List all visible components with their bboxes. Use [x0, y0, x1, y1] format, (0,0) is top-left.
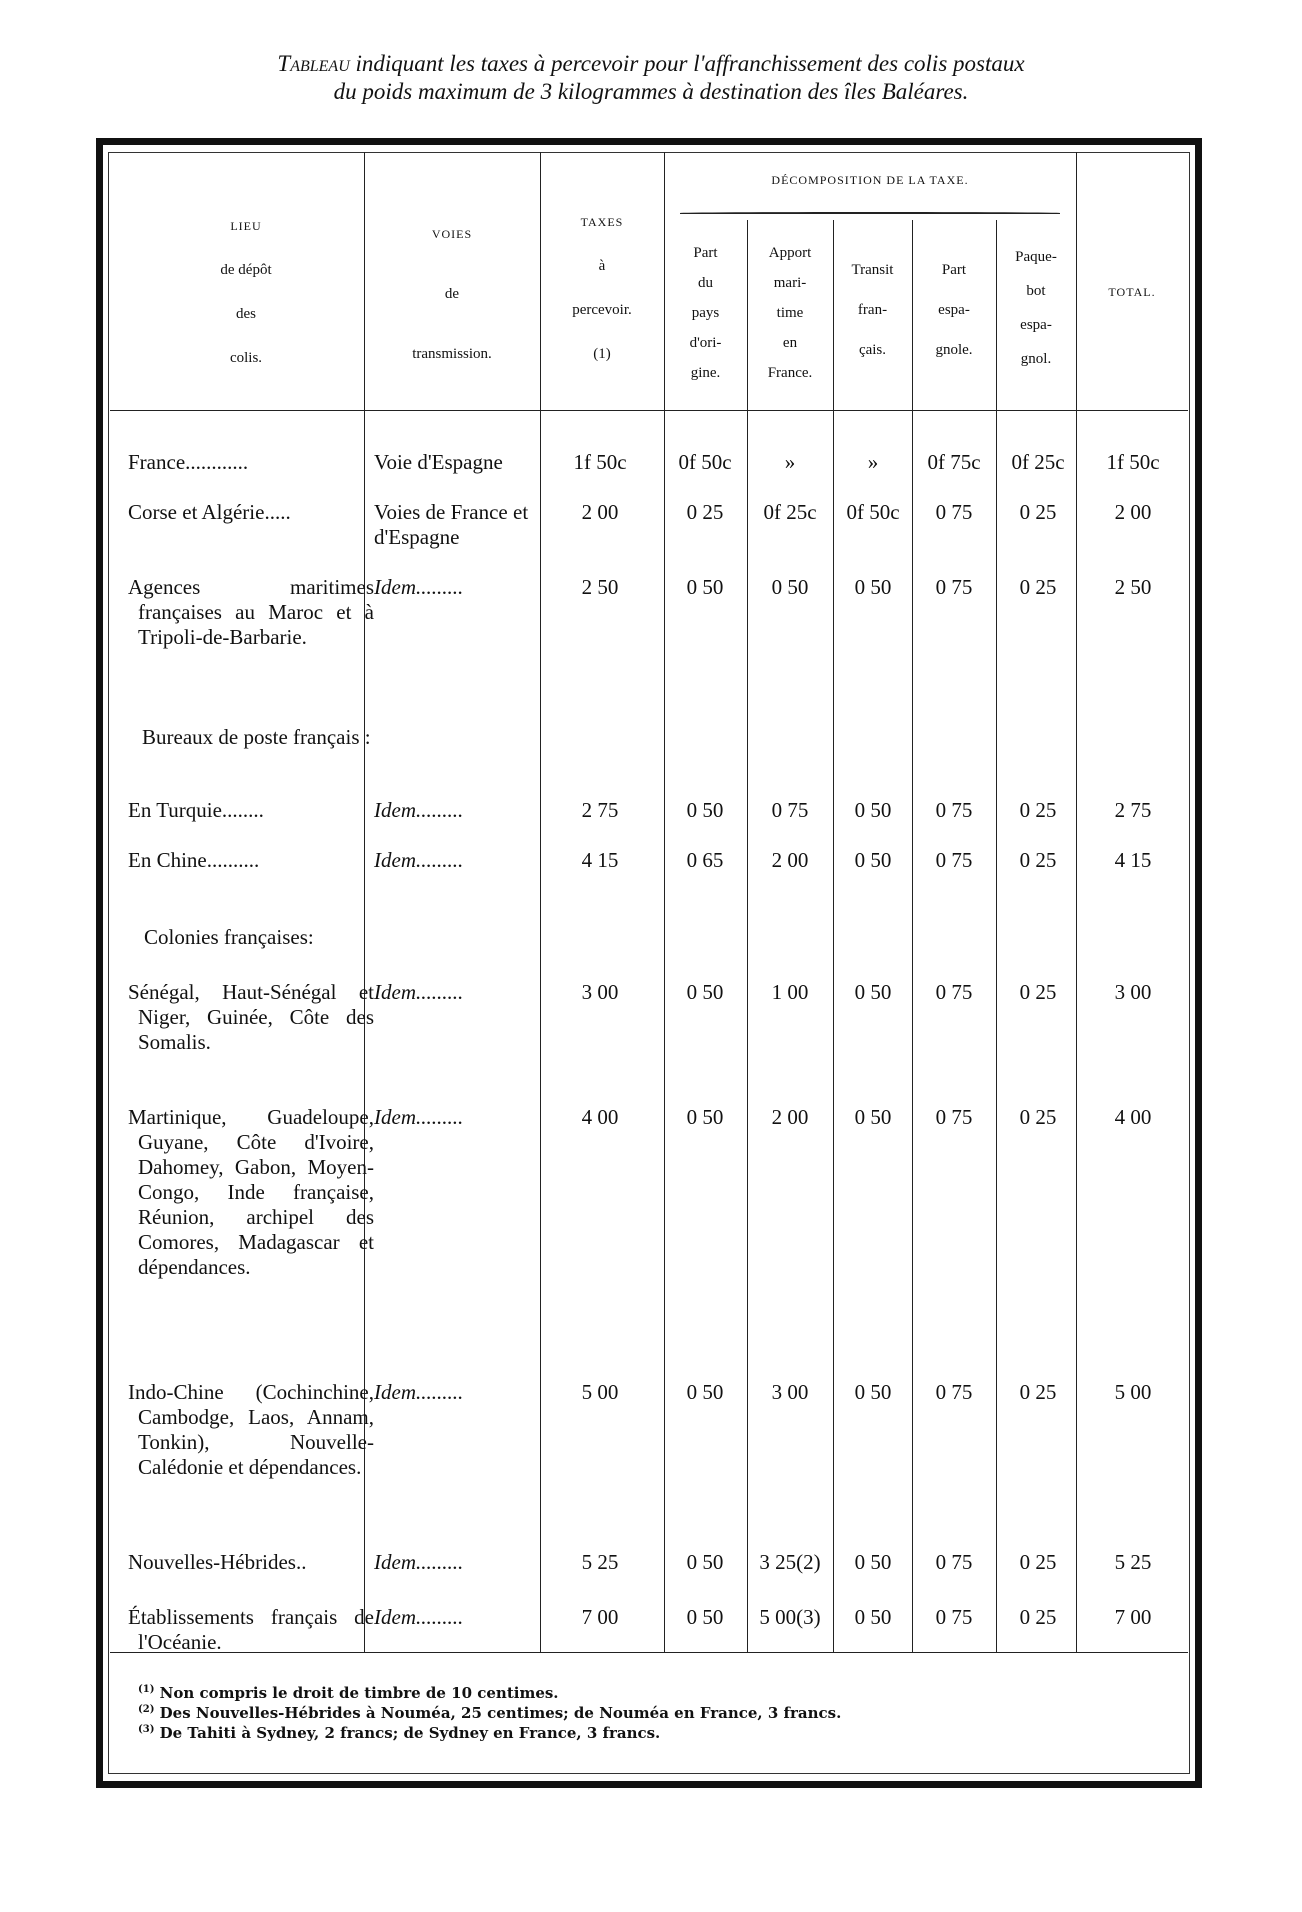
header-part-pays-line-1: Part: [693, 245, 718, 261]
header-part-esp-line-2: espa-: [938, 302, 970, 318]
title-line-1-rest: indiquant les taxes à percevoir pour l'affranchissement des colis postaux: [349, 51, 1025, 76]
row-1-apport: 0f 25c: [763, 500, 817, 524]
header-part-pays: [664, 238, 747, 388]
col-rule-2: [540, 152, 541, 1652]
row-10-transit: 0 50: [854, 1550, 892, 1574]
row-8-route: Idem.........: [374, 1105, 464, 1129]
row-10-total: 5 25: [1114, 1550, 1152, 1574]
row-1-transit: 0f 50c: [846, 500, 900, 524]
row-1-paq: 0 25: [1019, 500, 1057, 524]
row-5-apport: 2 00: [771, 848, 809, 872]
header-taxes-line-2: à: [598, 258, 606, 274]
header-taxes-line-4: (1): [593, 346, 611, 362]
row-5-pays: 0 65: [686, 848, 724, 872]
col-rule-5: [833, 220, 834, 1652]
row-7-transit: 0 50: [854, 980, 892, 1004]
row-5-route: Idem.........: [374, 848, 464, 872]
row-7-esp: 0 75: [935, 980, 973, 1004]
row-8-place: Martinique, Guadeloupe, Guyane, Côte d'Ivoire, Dahomey, Gabon, Moyen-Congo, Inde française, Réunion, archipel des Comores, Madagascar et dépendances.: [128, 1105, 374, 1279]
row-0-total: 1f 50c: [1106, 450, 1160, 474]
header-rule: [110, 410, 1188, 411]
row-11-transit: 0 50: [854, 1605, 892, 1629]
row-2-apport: 0 50: [771, 575, 809, 599]
header-paquebot-line-4: gnol.: [1020, 351, 1052, 367]
row-2-taxe: 2 50: [581, 575, 619, 599]
row-2-pays: 0 50: [686, 575, 724, 599]
row-1-total: 2 00: [1114, 500, 1152, 524]
row-2-esp: 0 75: [935, 575, 973, 599]
header-lieu-line-3: des: [236, 306, 256, 322]
header-transit: [833, 250, 912, 370]
row-6-place: Colonies françaises:: [144, 925, 314, 949]
row-7-paq: 0 25: [1019, 980, 1057, 1004]
row-10-paq: 0 25: [1019, 1550, 1057, 1574]
header-part-esp-line-3: gnole.: [935, 342, 973, 358]
header-paquebot: [996, 240, 1076, 376]
row-11-place: Établissements français de l'Océanie.: [128, 1605, 374, 1654]
col-rule-8: [1076, 152, 1077, 1652]
header-lieu-line-4: colis.: [229, 350, 263, 366]
header-lieu-line-1: LIEU: [230, 219, 262, 233]
header-apport: [747, 238, 833, 388]
row-1-esp: 0 75: [935, 500, 973, 524]
row-7-place: Sénégal, Haut-Sénégal et Niger, Guinée, Côte des Somalis.: [128, 980, 374, 1054]
row-0-esp: 0f 75c: [927, 450, 981, 474]
row-4-pays: 0 50: [686, 798, 724, 822]
row-8-esp: 0 75: [935, 1105, 973, 1129]
row-10-apport: 3 25(2): [759, 1550, 821, 1574]
row-7-pays: 0 50: [686, 980, 724, 1004]
header-part-pays-line-4: d'ori-: [689, 335, 722, 351]
row-8-paq: 0 25: [1019, 1105, 1057, 1129]
row-0-transit: »: [867, 450, 879, 474]
col-rule-6: [912, 220, 913, 1652]
row-2-route: Idem.........: [374, 575, 464, 599]
header-part-esp-line-1: Part: [941, 262, 967, 278]
row-10-route: Idem.........: [374, 1550, 464, 1574]
row-1-pays: 0 25: [686, 500, 724, 524]
row-4-total: 2 75: [1114, 798, 1152, 822]
header-lieu-line-2: de dépôt: [220, 262, 272, 278]
row-10-place: Nouvelles-Hébrides..: [128, 1550, 307, 1574]
row-9-place: Indo-Chine (Cochinchine, Cambodge, Laos, Annam, Tonkin), Nouvelle-Calédonie et dépendances.: [128, 1380, 374, 1479]
row-11-apport: 5 00(3): [759, 1605, 821, 1629]
header-part-pays-line-2: du: [698, 275, 713, 291]
header-voies-line-3: transmission.: [412, 346, 492, 362]
title-line-1: [0, 50, 1302, 78]
header-part-pays-line-5: gine.: [690, 365, 721, 381]
row-9-total: 5 00: [1114, 1380, 1152, 1404]
header-decomposition: [664, 168, 1076, 193]
header-part-pays-line-3: pays: [691, 305, 720, 321]
row-2-paq: 0 25: [1019, 575, 1057, 599]
row-0-paq: 0f 25c: [1011, 450, 1065, 474]
row-1-taxe: 2 00: [581, 500, 619, 524]
row-9-apport: 3 00: [771, 1380, 809, 1404]
row-8-transit: 0 50: [854, 1105, 892, 1129]
row-8-apport: 2 00: [771, 1105, 809, 1129]
row-8-taxe: 4 00: [581, 1105, 619, 1129]
header-paquebot-line-3: espa-: [1020, 317, 1052, 333]
footnote-3: [138, 1720, 660, 1743]
header-transit-line-2: fran-: [857, 302, 888, 318]
row-9-route: Idem.........: [374, 1380, 464, 1404]
row-4-apport: 0 75: [771, 798, 809, 822]
row-4-transit: 0 50: [854, 798, 892, 822]
header-paquebot-line-2: bot: [1026, 283, 1046, 299]
row-9-paq: 0 25: [1019, 1380, 1057, 1404]
row-5-transit: 0 50: [854, 848, 892, 872]
footnote-3-mark: (3): [138, 1724, 155, 1735]
row-7-route: Idem.........: [374, 980, 464, 1004]
header-transit-line-1: Transit: [851, 262, 894, 278]
table-inner-frame: [108, 152, 1190, 1774]
row-3-place: Bureaux de poste français :: [142, 725, 371, 749]
row-0-route: Voie d'Espagne: [374, 450, 503, 474]
row-11-esp: 0 75: [935, 1605, 973, 1629]
row-0-apport: »: [784, 450, 796, 474]
header-voies: [364, 204, 540, 384]
header-apport-line-2: mari-: [773, 275, 807, 291]
footnote-3-text: De Tahiti à Sydney, 2 francs; de Sydney en France, 3 francs.: [159, 1724, 661, 1742]
title-prefix: Tableau: [277, 51, 350, 76]
header-apport-line-4: en: [782, 335, 798, 351]
row-9-taxe: 5 00: [581, 1380, 619, 1404]
header-decomposition-label: DÉCOMPOSITION DE LA TAXE.: [771, 173, 969, 187]
row-8-total: 4 00: [1114, 1105, 1152, 1129]
row-2-total: 2 50: [1114, 575, 1152, 599]
row-10-pays: 0 50: [686, 1550, 724, 1574]
row-11-pays: 0 50: [686, 1605, 724, 1629]
header-apport-line-5: France.: [767, 365, 813, 381]
header-total-label: TOTAL.: [1108, 285, 1156, 299]
title-line-2: du poids maximum de 3 kilogrammes à destination des îles Baléares.: [333, 79, 969, 104]
row-5-paq: 0 25: [1019, 848, 1057, 872]
row-9-transit: 0 50: [854, 1380, 892, 1404]
row-1-place: Corse et Algérie.....: [128, 500, 291, 524]
row-11-taxe: 7 00: [581, 1605, 619, 1629]
row-5-total: 4 15: [1114, 848, 1152, 872]
row-10-taxe: 5 25: [581, 1550, 619, 1574]
row-7-taxe: 3 00: [581, 980, 619, 1004]
row-11-total: 7 00: [1114, 1605, 1152, 1629]
header-paquebot-line-1: Paque-: [1015, 249, 1057, 265]
row-4-paq: 0 25: [1019, 798, 1057, 822]
header-voies-line-1: VOIES: [431, 227, 473, 241]
footnote-1-mark: (1): [138, 1684, 155, 1695]
col-rule-4: [747, 220, 748, 1652]
row-4-esp: 0 75: [935, 798, 973, 822]
row-9-pays: 0 50: [686, 1380, 724, 1404]
col-rule-7: [996, 220, 997, 1652]
row-2-transit: 0 50: [854, 575, 892, 599]
row-1-route: Voies de France et d'Espagne: [374, 500, 529, 549]
header-taxes-line-3: percevoir.: [572, 302, 632, 318]
header-part-esp: [912, 250, 996, 370]
row-5-place: En Chine..........: [128, 848, 260, 872]
decomposition-brace: [680, 212, 1060, 214]
row-7-apport: 1 00: [771, 980, 809, 1004]
row-4-place: En Turquie........: [128, 798, 264, 822]
row-10-esp: 0 75: [935, 1550, 973, 1574]
header-voies-line-2: de: [444, 286, 460, 302]
footnote-2-mark: (2): [138, 1704, 155, 1715]
header-total: [1076, 280, 1188, 305]
header-taxes-line-1: TAXES: [580, 215, 624, 229]
header-transit-line-3: çais.: [858, 342, 887, 358]
header-apport-line-3: time: [776, 305, 804, 321]
row-0-place: France............: [128, 450, 249, 474]
row-4-route: Idem.........: [374, 798, 464, 822]
page-title: [0, 50, 1302, 106]
row-4-taxe: 2 75: [581, 798, 619, 822]
row-0-pays: 0f 50c: [678, 450, 732, 474]
header-taxes: [540, 200, 664, 376]
row-9-esp: 0 75: [935, 1380, 973, 1404]
footnote-2-text: Des Nouvelles-Hébrides à Nouméa, 25 centimes; de Nouméa en France, 3 francs.: [159, 1704, 842, 1722]
row-11-route: Idem.........: [374, 1605, 464, 1629]
row-11-paq: 0 25: [1019, 1605, 1057, 1629]
row-0-taxe: 1f 50c: [573, 450, 627, 474]
header-lieu: [128, 204, 364, 380]
row-5-taxe: 4 15: [581, 848, 619, 872]
row-8-pays: 0 50: [686, 1105, 724, 1129]
footnote-1-text: Non compris le droit de timbre de 10 centimes.: [159, 1684, 559, 1702]
row-2-place: Agences maritimes françaises au Maroc et à Tripoli-de-Barbarie.: [128, 575, 374, 649]
row-5-esp: 0 75: [935, 848, 973, 872]
header-apport-line-1: Apport: [768, 245, 812, 261]
row-7-total: 3 00: [1114, 980, 1152, 1004]
